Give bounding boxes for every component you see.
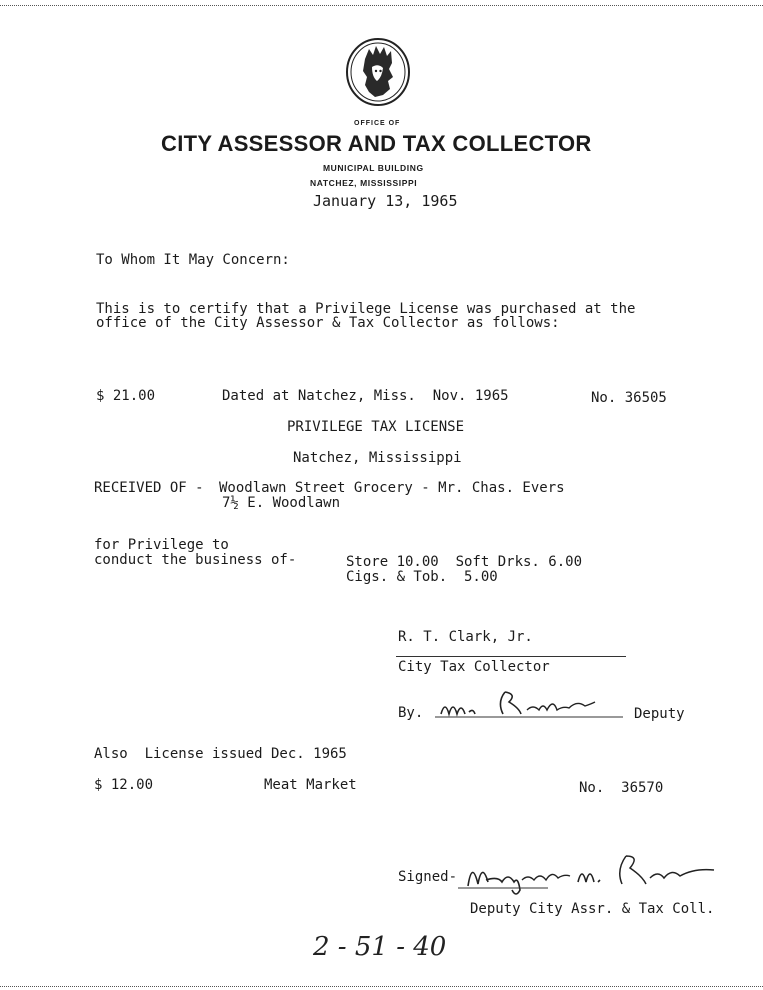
signed-title: Deputy City Assr. & Tax Coll. xyxy=(470,901,715,917)
received-name: Woodlawn Street Grocery - Mr. Chas. Evers xyxy=(219,480,565,496)
license2-number: No. 36570 xyxy=(579,780,664,796)
collector-title: City Tax Collector xyxy=(398,659,550,675)
letter-date: January 13, 1965 xyxy=(313,192,458,210)
intro-line-1: This is to certify that a Privilege License was purchased at the xyxy=(96,301,636,317)
privilege-line-1: for Privilege to xyxy=(94,537,229,553)
license1-dated: Dated at Natchez, Miss. Nov. 1965 xyxy=(222,388,509,404)
building-line: MUNICIPAL BUILDING xyxy=(323,163,424,173)
intro-line-2: office of the City Assessor & Tax Collector as follows: xyxy=(96,315,560,331)
license-place: Natchez, Mississippi xyxy=(293,450,462,466)
salutation: To Whom It May Concern: xyxy=(96,252,290,268)
license1-amount: $ 21.00 xyxy=(96,388,156,404)
handwritten-note: 2 - 51 - 40 xyxy=(313,932,447,962)
privilege-line-2: conduct the business of- xyxy=(94,552,297,568)
top-edge-line xyxy=(0,5,763,6)
license2-also: Also License issued Dec. 1965 xyxy=(94,746,347,762)
collector-name: R. T. Clark, Jr. xyxy=(398,629,533,645)
received-address: 7½ E. Woodlawn xyxy=(222,495,341,511)
city-seal-icon xyxy=(345,37,411,107)
license2-amount: $ 12.00 xyxy=(94,777,154,793)
by-label: By. xyxy=(398,705,424,721)
signed-label: Signed- xyxy=(398,869,458,885)
bottom-edge-line xyxy=(0,986,763,987)
received-label: RECEIVED OF - xyxy=(94,480,204,496)
privilege-items-1: Store 10.00 Soft Drks. 6.00 xyxy=(346,554,583,570)
city-line: NATCHEZ, MISSISSIPPI xyxy=(310,178,418,188)
license2-business: Meat Market xyxy=(264,777,357,793)
deputy-label: Deputy xyxy=(634,706,685,722)
deputy-signature-1 xyxy=(435,688,625,720)
deputy-signature-2 xyxy=(458,846,720,898)
collector-rule xyxy=(396,656,626,657)
license1-number: No. 36505 xyxy=(591,390,667,406)
office-of-label: OFFICE OF xyxy=(354,120,401,127)
page-title: CITY ASSESSOR AND TAX COLLECTOR xyxy=(161,131,592,156)
privilege-items-2: Cigs. & Tob. 5.00 xyxy=(346,569,498,585)
license-heading: PRIVILEGE TAX LICENSE xyxy=(287,419,465,435)
